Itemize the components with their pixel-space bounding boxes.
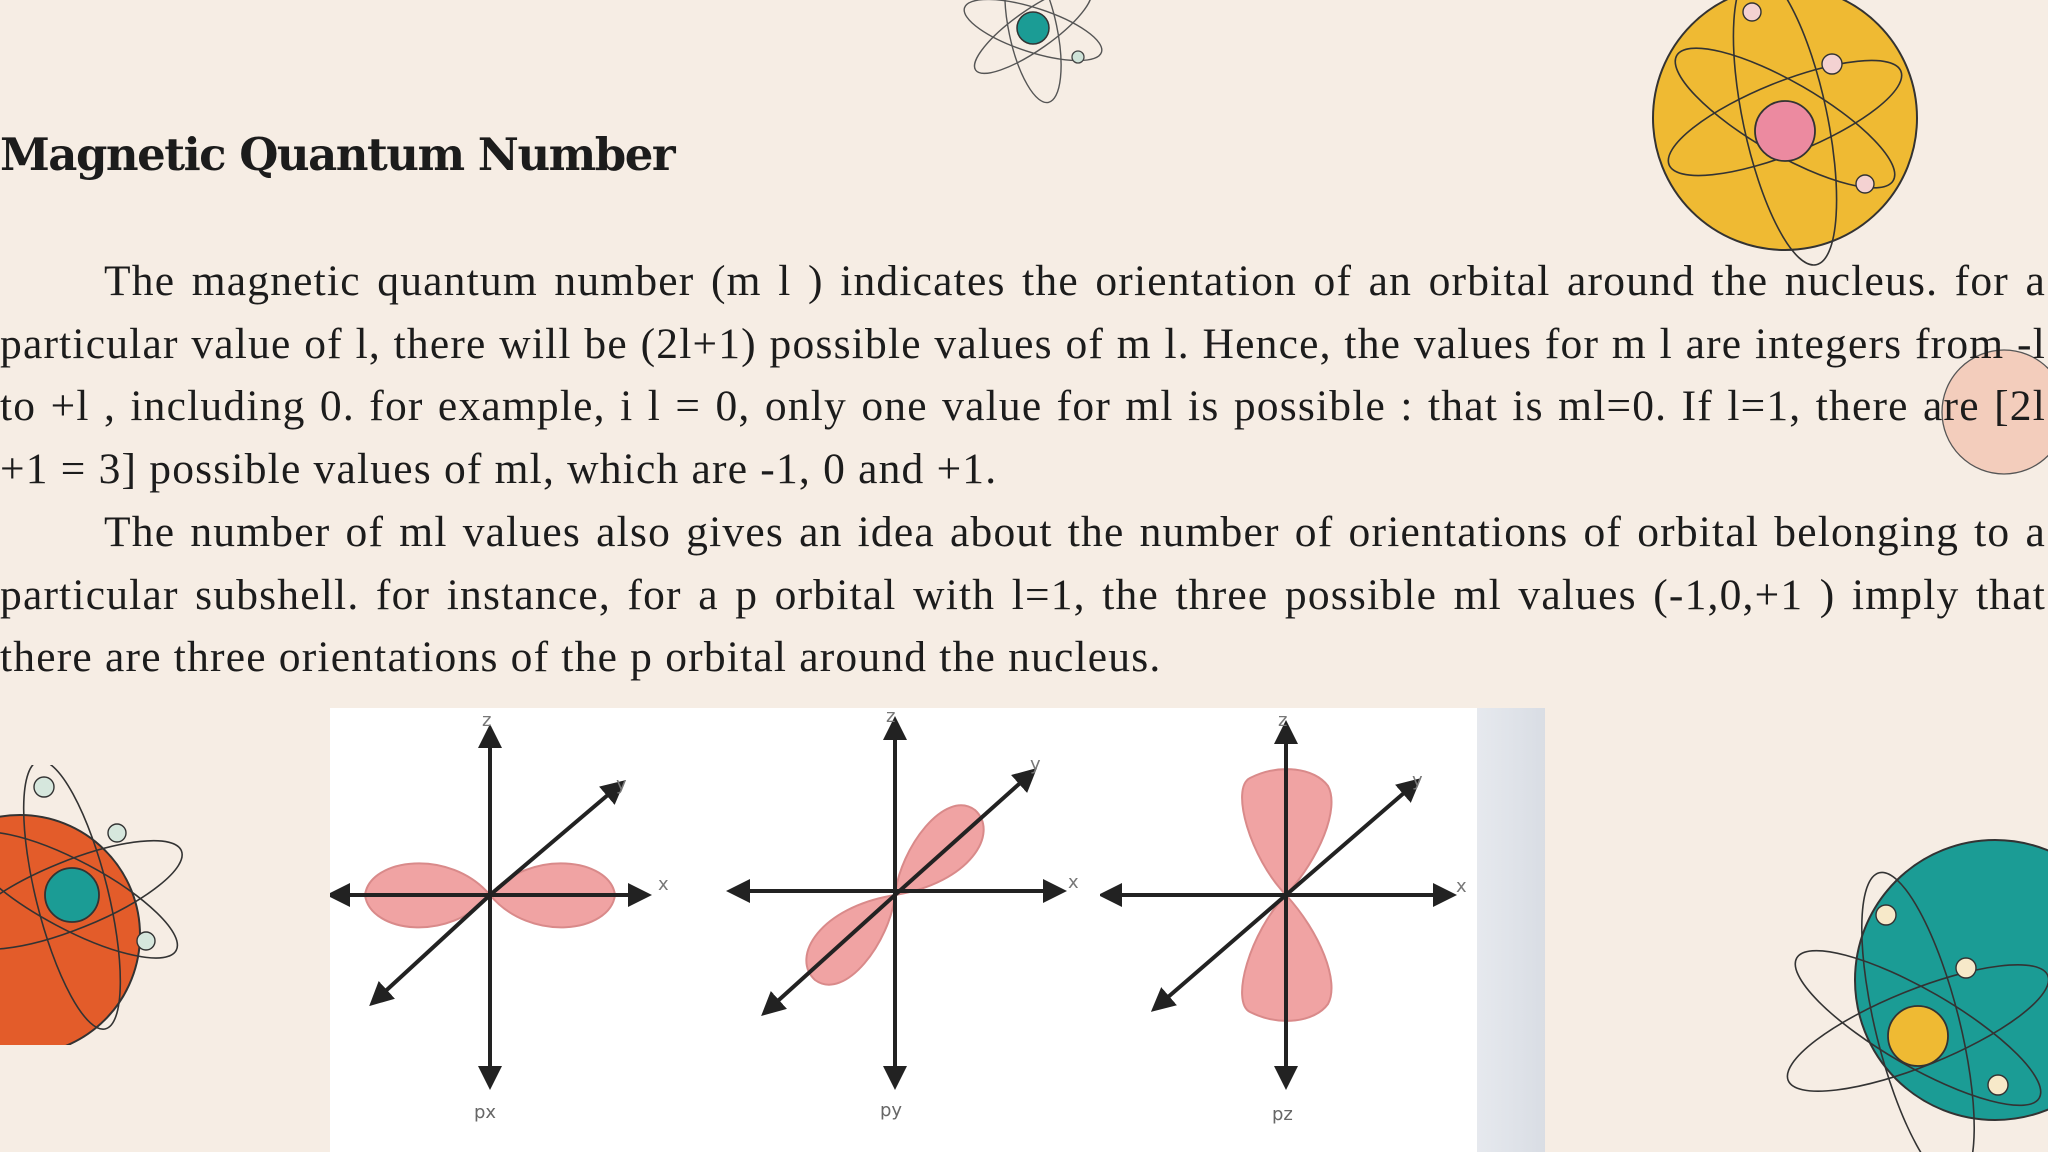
page-title: Magnetic Quantum Number (0, 128, 675, 181)
pz-axis-x-label: x (1456, 876, 1467, 897)
paragraph-2: The number of ml values also gives an idea about the number of orientations of orbital belonging to a particular subshell. for instance, for a p orbital with l=1, the three possible ml values (-1,0,+1 ) imply that there are three orientations of the p orbital around the nucleus. (0, 507, 2046, 682)
py-axis-x-label: x (1068, 872, 1079, 893)
py-axis-z-label: z (886, 708, 896, 727)
px-axis-x-label: x (658, 874, 669, 895)
px-axis-z-label: z (482, 710, 492, 731)
atom-decoration-top-right-icon (1640, 0, 1930, 270)
pz-orbital-label: pz (1272, 1104, 1293, 1125)
atom-decoration-bottom-left-icon (0, 765, 200, 1045)
figure-edge-shade (1477, 708, 1545, 1152)
atom-decoration-bottom-right-icon (1780, 820, 2048, 1152)
px-axis-y-label: y (616, 774, 627, 795)
py-orbital-label: py (880, 1100, 903, 1121)
py-orbital-diagram (720, 708, 1090, 1152)
p-orbitals-figure (330, 708, 1545, 1152)
body-text (0, 250, 2046, 689)
pz-axis-z-label: z (1278, 710, 1288, 731)
atom-decoration-top-icon (955, 0, 1115, 110)
px-orbital-label: px (474, 1102, 497, 1123)
pz-orbital-diagram (1100, 708, 1480, 1152)
paragraph-1: The magnetic quantum number (m l ) indicates the orientation of an orbital around the nucleus. for a particular value of l, there will be (2l+1) possible values of m l. Hence, the values for m l are integers from -l to +l , including 0. for example, i l = 0, only one value for ml is possible : that is ml=0. If l=1, there are [2l +1 = 3] possible values of ml, which are -1, 0 and +1. (0, 257, 2046, 494)
pz-axis-y-label: y (1412, 770, 1423, 791)
py-axis-y-label: y (1030, 754, 1041, 775)
px-orbital-diagram (330, 708, 700, 1152)
